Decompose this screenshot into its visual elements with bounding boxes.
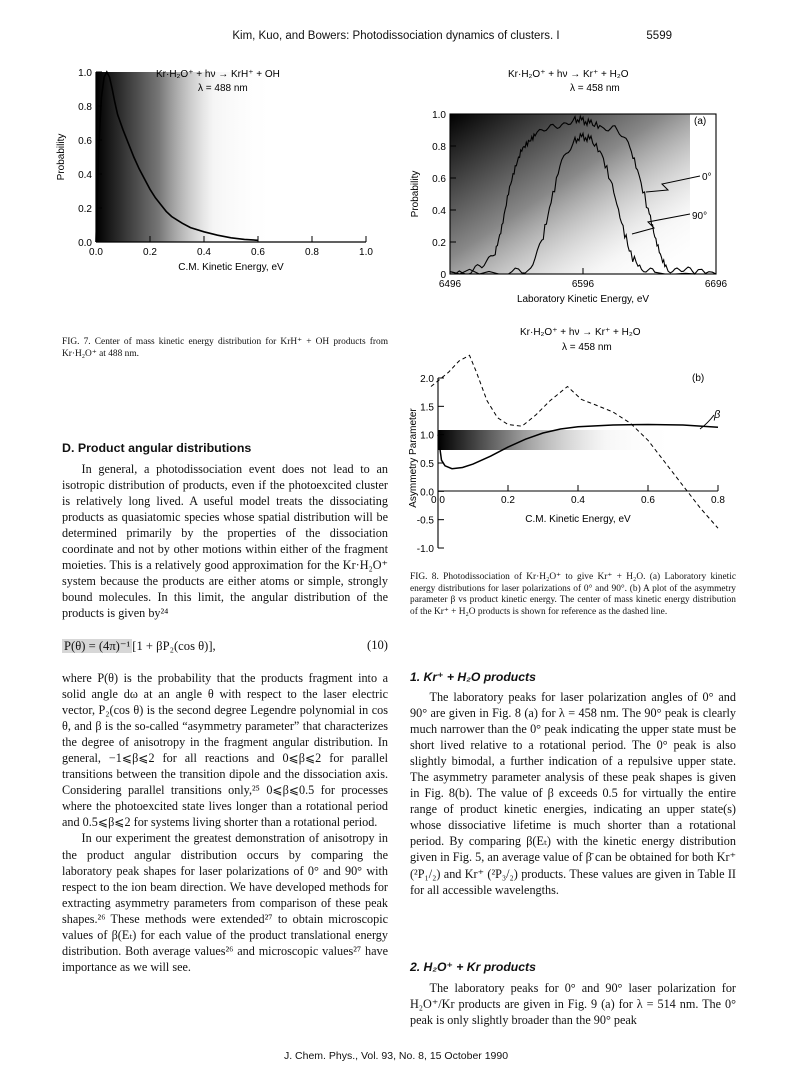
fig8a-ylabel: Probability [410, 170, 421, 218]
fig8a-chart [396, 62, 746, 310]
subsection-2-heading: 2. H₂O⁺ + Kr products [410, 960, 536, 974]
page-footer: J. Chem. Phys., Vol. 93, No. 8, 15 October 1990 [283, 1050, 509, 1062]
section-d-body-2 [62, 670, 388, 975]
section-d-body-1 [62, 461, 388, 621]
fig8b-xtick-label: 0.2 [501, 495, 515, 506]
fig8a-panel-label: (a) [694, 116, 707, 127]
fig7-xtick-label: 0.8 [305, 247, 319, 258]
fig8b-xtick-label: 0.8 [711, 495, 725, 506]
subsection-1-body [410, 689, 736, 898]
equation-number: (10) [367, 638, 388, 652]
running-header-title: Kim, Kuo, and Bowers: Photodissociation dynamics of clusters. I [232, 30, 560, 42]
fig7-ytick-label: 0.6 [78, 136, 92, 147]
section-d [62, 441, 388, 621]
fig8a-title: Kr·H₂O⁺ + hν → Kr⁺ + H₂O [508, 69, 629, 80]
fig8b-chart [396, 318, 746, 558]
fig7-caption: FIG. 7. Center of mass kinetic energy distribution for KrH⁺ + OH products from Kr·H₂O⁺ at 488 nm. [62, 337, 388, 359]
fig8b-ytick-label: 0.0 [420, 487, 434, 499]
fig8b-ylabel: Asymmetry Parameter [408, 408, 419, 508]
subsection-1 [410, 670, 736, 898]
fig7-ytick-label: 1.0 [78, 68, 92, 79]
section-d-paragraph-2: where P(θ) is the probability that the products fragment into a solid angle dω at an angle θ with respect to the laser electric vector, P₂(cos θ) is the second degree Legendre polynomial in cos θ, and β is the so-called “asymmetry parameter” that characterizes the degree of anisotropy in the fragment angular distribution. In general, −1⩽β⩽2 for all reactions and 0⩽β⩽2 for parallel transitions between the transition dipole and the dissociation axis. Considering parallel transitions only,²⁵ 0⩽β⩽0.5 for processes where the photoexcited state lives longer than a rotational period and 0.5⩽β⩽2 for systems living shorter than a rotational period. [62, 671, 388, 830]
fig7-title: Kr·H₂O⁺ + hν → KrH⁺ + OH [156, 69, 280, 80]
section-d-paragraph-3: In our experiment the greatest demonstration of anisotropy in the product angular distribution occurs by comparing the laboratory peak shapes for laser polarizations of 0° and 90° with respect to the ion beam direction. We have developed methods for extracting asymmetry parameters from comparison of these peak shapes.²⁶ These methods were extended²⁷ to obtain microscopic values of β(Eₜ) for each value of the product translational energy distribution. Both average values²⁶ and microscopic values²⁷ have importance as we will see. [62, 831, 388, 974]
fig7-ytick-label: 0.4 [78, 170, 92, 181]
fig8b-subtitle: λ = 458 nm [562, 342, 612, 353]
fig8a-ytick-label: 0.2 [432, 238, 446, 249]
section-d-paragraph-1: In general, a photodissociation event does not lead to an isotropic distribution of products, even if the photoexcited cluster is relatively long lived. A useful model treats the dissociating products as quasiatomic species whose spatial distribution will be determined primarily by the properties of the dissociation coordinate and not by other motions within either of the fragment moieties. This is a relatively good approximation for the Kr·H₂O⁺ system because the products are either atoms or simple, strongly bound molecules. In this limit, the angular distribution of the products is given by²⁴ [62, 462, 388, 621]
fig8a-xtick-label: 6696 [704, 279, 728, 290]
fig7-xtick-label: 0.0 [89, 247, 103, 258]
fig8b-ytick-label: 1.5 [420, 402, 434, 414]
fig8a-xtick-label: 6496 [438, 279, 462, 290]
fig8b-legend-beta: β [714, 409, 721, 421]
fig8a-legend-0deg: 0° [702, 172, 712, 183]
fig8b-shade [438, 430, 678, 450]
equation-lhs: P(θ) = (4π)⁻¹ [64, 639, 131, 653]
fig8b-panel-label: (b) [692, 373, 705, 384]
page-number: 5599 [646, 30, 672, 42]
equation-10 [62, 638, 388, 656]
fig7-ytick-label: 0.2 [78, 204, 92, 215]
fig7-xtick-label: 0.2 [143, 247, 157, 258]
fig8b-title: Kr·H₂O⁺ + hν → Kr⁺ + H₂O [520, 327, 641, 338]
fig7-xtick-label: 0.6 [251, 247, 265, 258]
fig7-ytick-label: 0.0 [78, 238, 92, 249]
fig7-chart [50, 62, 390, 284]
fig8a-ytick-label: 0 [440, 270, 446, 281]
fig8a-xtick-label: 6596 [571, 279, 595, 290]
fig8b-ytick-label: 1.0 [420, 430, 434, 442]
running-header [0, 30, 792, 46]
fig8a-ytick-label: 0.6 [432, 174, 446, 185]
fig8a-subtitle: λ = 458 nm [570, 83, 620, 94]
fig8a-legend-90deg: 90° [692, 211, 708, 222]
fig8b-ytick-label: -1.0 [416, 544, 434, 555]
fig8b-xtick-label: 0.4 [571, 495, 585, 506]
fig8-caption: FIG. 8. Photodissociation of Kr·H₂O⁺ to give Kr⁺ + H₂O. (a) Laboratory kinetic energy distributions for laser polarizations of 0° and 90°. (b) A plot of the asymmetry parameter β vs product kinetic energy. The center of mass kinetic energy distribution of the Kr⁺ + H₂O products is shown for reference as the dashed line. [410, 572, 736, 617]
subsection-1-heading: 1. Kr⁺ + H₂O products [410, 670, 536, 684]
fig8a-xlabel: Laboratory Kinetic Energy, eV [516, 294, 650, 305]
fig8b-xlabel: C.M. Kinetic Energy, eV [525, 514, 631, 525]
fig8b-ytick-label: 2.0 [420, 374, 434, 385]
section-d-heading: D. Product angular distributions [62, 441, 252, 455]
fig8b-ytick-label: 0.5 [420, 459, 434, 470]
subsection-2-body [410, 980, 736, 1028]
subsection-2 [410, 960, 736, 1028]
fig8b-xtick-label: 0.6 [641, 495, 655, 506]
fig8a-ytick-label: 0.8 [432, 142, 446, 153]
fig8b-xtick-label: 0.0 [431, 495, 445, 506]
subsection-2-paragraph: The laboratory peaks for 0° and 90° laser polarization for H₂O⁺/Kr products are given in Fig. 9 (a) for λ = 514 nm. The 0° peak is only slightly broader than the 90° peak [410, 981, 736, 1028]
fig7-shade [96, 72, 276, 242]
fig8a-ytick-label: 0.4 [432, 206, 446, 217]
fig7-xtick-label: 0.4 [197, 247, 211, 258]
fig8a-ytick-label: 1.0 [432, 110, 446, 121]
fig7-subtitle: λ = 488 nm [198, 83, 248, 94]
fig8b-ytick-label: -0.5 [416, 515, 434, 527]
fig7-xtick-label: 1.0 [359, 247, 373, 258]
equation-rhs: [1 + βP₂(cos θ)], [132, 639, 216, 653]
fig8a-shade [450, 114, 690, 274]
fig7-ylabel: Probability [56, 133, 67, 181]
subsection-1-paragraph: The laboratory peaks for laser polarization angles of 0° and 90° are given in Fig. 8 (a) for λ = 458 nm. The 90° peak is clearly much narrower than the 0° peak indicating the upper state must be short lived relative to a rotational period. The 0° peak is also slightly bimodal, a further indication of a repulsive upper state. The asymmetry parameter analysis of these peak shapes is given in Fig. 8(b). The value of β exceeds 0.5 for virtually the entire range of product kinetic energies, indicating an upper state(s) whose dissociative lifetime is much shorter than a rotational period. By comparing β(Eₜ) with the kinetic energy distribution given in Fig. 5, an average value of β̄ can be obtained for both Kr⁺ (²P₁/₂) and Kr⁺ (²P₃/₂) products. These values are given in Table II for all accessible wavelengths. [410, 690, 736, 897]
fig7-ytick-label: 0.8 [78, 102, 92, 113]
fig7-xlabel: C.M. Kinetic Energy, eV [178, 262, 284, 273]
